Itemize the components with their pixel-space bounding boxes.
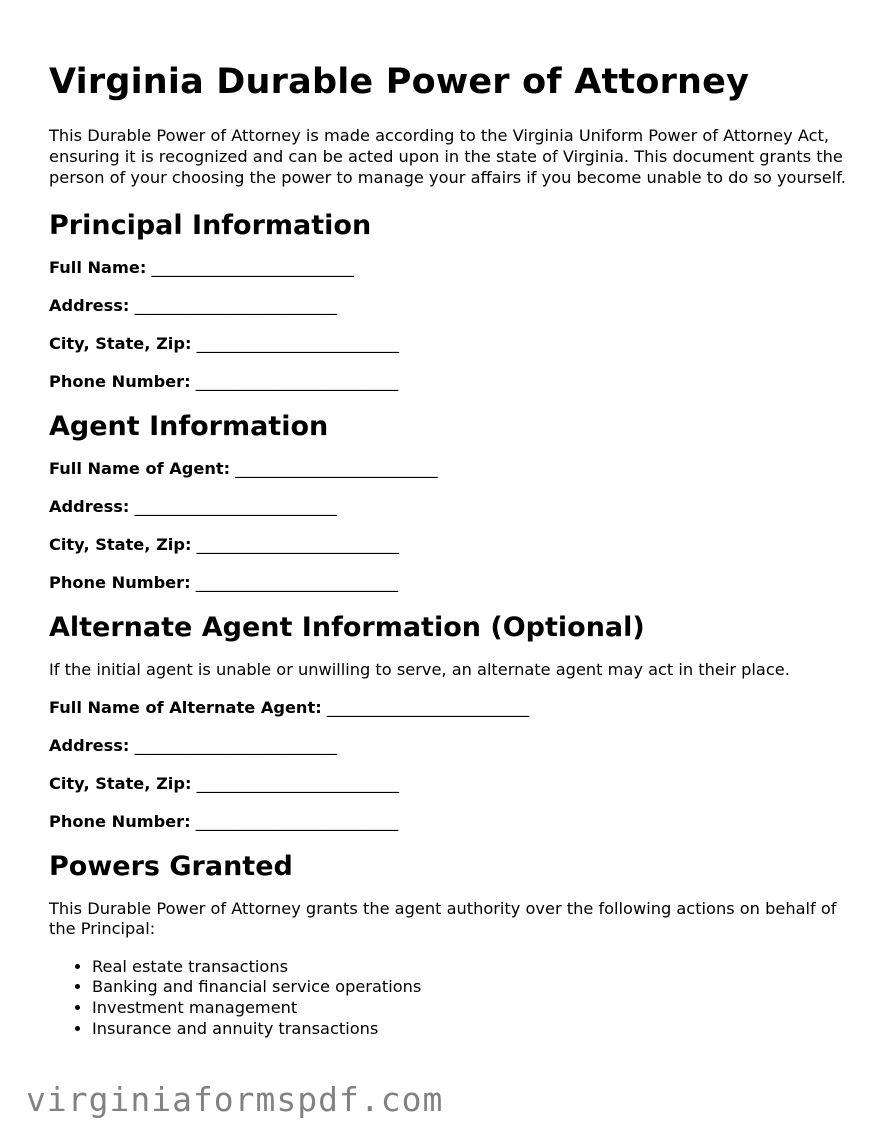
blank-line[interactable]: _________________________	[151, 258, 354, 278]
agent-heading: Agent Information	[49, 411, 329, 443]
principal-phone-field[interactable]	[49, 372, 849, 392]
field-label: Full Name of Agent:	[49, 459, 231, 479]
list-item: • Insurance and annuity transactions	[92, 1019, 849, 1040]
powers-list	[49, 957, 849, 1039]
document-page	[49, 60, 849, 1039]
blank-line[interactable]: _________________________	[196, 535, 399, 555]
field-label: Full Name:	[49, 258, 147, 278]
list-item: • Banking and financial service operations	[92, 977, 849, 998]
blank-line[interactable]: _________________________	[195, 372, 399, 392]
agent-full-name-field[interactable]	[49, 459, 849, 479]
agent-phone-field[interactable]	[49, 573, 849, 593]
field-label: Phone Number:	[49, 573, 191, 593]
principal-city-state-zip-field[interactable]	[49, 334, 849, 354]
principal-full-name-field[interactable]	[49, 258, 849, 278]
principal-address-field[interactable]	[49, 296, 849, 316]
alternate-agent-phone-field[interactable]	[49, 812, 849, 832]
alternate-agent-address-field[interactable]	[49, 736, 849, 756]
agent-address-field[interactable]	[49, 497, 849, 517]
alternate-agent-heading: Alternate Agent Information (Optional)	[49, 612, 645, 644]
principal-heading: Principal Information	[49, 210, 372, 242]
field-label: City, State, Zip:	[49, 773, 192, 793]
blank-line[interactable]: _________________________	[326, 697, 530, 717]
field-label: Address:	[49, 497, 130, 517]
document-title: Virginia Durable Power of Attorney	[49, 62, 750, 102]
field-label: City, State, Zip:	[49, 535, 192, 555]
field-label: City, State, Zip:	[49, 334, 192, 354]
powers-heading: Powers Granted	[49, 850, 293, 882]
blank-line[interactable]: _________________________	[195, 573, 399, 593]
field-label: Full Name of Alternate Agent:	[49, 697, 322, 717]
intro-paragraph: This Durable Power of Attorney is made according to the Virginia Uniform Power of Attorney Act, ensuring it is recognized and can be acted upon in the state of Virginia. This document grants the person of your choosing the power to manage your affairs if you become unable to do so yourself.	[49, 126, 846, 187]
powers-description: This Durable Power of Attorney grants the agent authority over the following actions on behalf of the Principal:	[49, 898, 837, 939]
agent-city-state-zip-field[interactable]	[49, 535, 849, 555]
alternate-agent-city-state-zip-field[interactable]	[49, 774, 849, 794]
blank-line[interactable]: _________________________	[134, 735, 337, 755]
watermark: virginiaformspdf.com	[26, 1080, 444, 1119]
field-label: Phone Number:	[49, 372, 191, 392]
blank-line[interactable]: _________________________	[134, 296, 337, 316]
field-label: Address:	[49, 296, 130, 316]
blank-line[interactable]: _________________________	[196, 334, 399, 354]
alternate-agent-full-name-field[interactable]	[49, 698, 849, 718]
blank-line[interactable]: _________________________	[235, 459, 438, 479]
list-item: • Real estate transactions	[92, 957, 849, 978]
list-item: • Investment management	[92, 998, 849, 1019]
blank-line[interactable]: _________________________	[195, 811, 399, 831]
alternate-agent-note: If the initial agent is unable or unwilling to serve, an alternate agent may act in their place.	[49, 660, 790, 680]
blank-line[interactable]: _________________________	[134, 497, 337, 517]
blank-line[interactable]: _________________________	[196, 773, 399, 793]
field-label: Phone Number:	[49, 811, 191, 831]
field-label: Address:	[49, 735, 130, 755]
